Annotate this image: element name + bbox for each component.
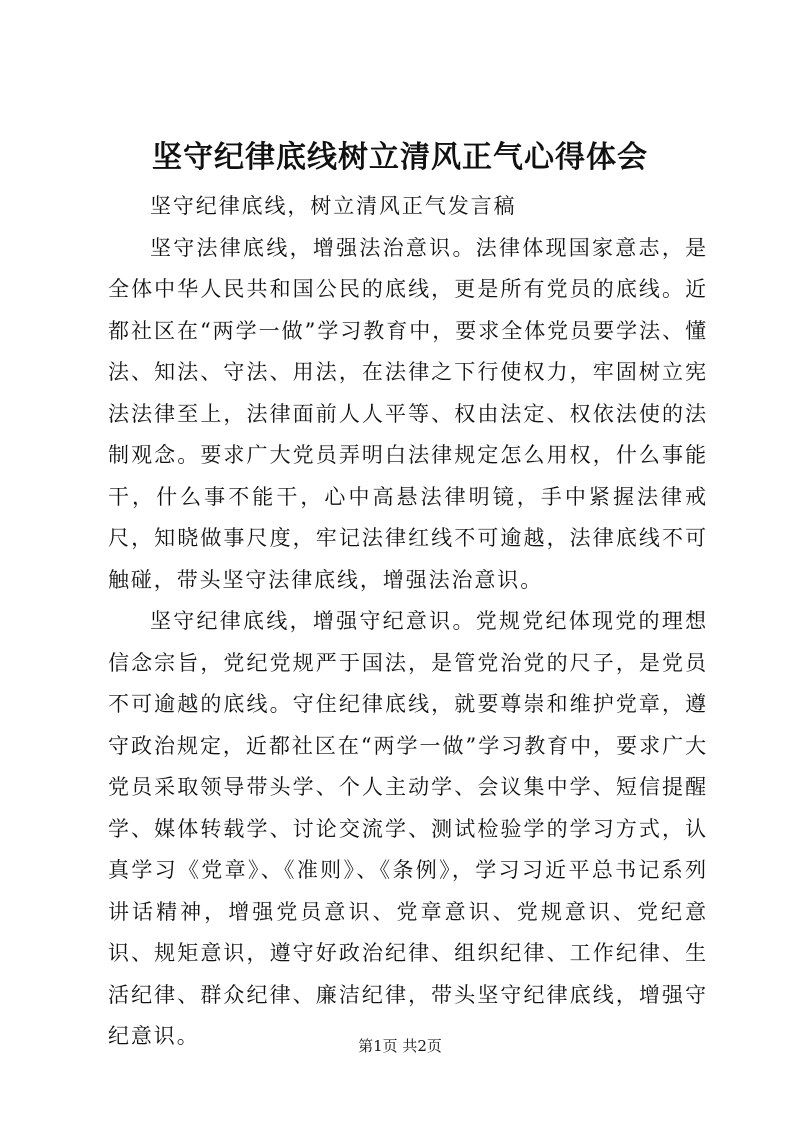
body-paragraph-discipline: 坚守纪律底线，增强守纪意识。党规党纪体现党的理想信念宗旨，党纪党规严于国法，是管党治党的尺子，是党员不可逾越的底线。守住纪律底线，就要尊崇和维护党章，遵守政治规定，近都社区在“两学一做”学习教育中，要求广大党员采取领导带头学、个人主动学、会议集中学、短信提醒学、媒体转载学、讨论交流学、测试检验学的学习方式，认真学习《党章》、《准则》、《条例》，学习习近平总书记系列讲话精神，增强党员意识、党章意识、党规意识、党纪意识、规矩意识，遵守好政治纪律、组织纪律、工作纪律、生活纪律、群众纪律、廉洁纪律，带头坚守纪律底线，增强守纪意识。 — [108, 609, 708, 1048]
document-title: 坚守纪律底线树立清风正气心得体会 — [152, 140, 648, 175]
subtitle-paragraph: 坚守纪律底线，树立清风正气发言稿 — [150, 194, 517, 218]
document-body — [108, 186, 708, 1058]
body-paragraph-law: 坚守法律底线，增强法治意识。法律体现国家意志，是全体中华人民共和国公民的底线，更是所有党员的底线。近都社区在“两学一做”学习教育中，要求全体党员要学法、懂法、知法、守法、用法，在法律之下行使权力，牢固树立宪法法律至上，法律面前人人平等、权由法定、权依法使的法制观念。要求广大党员弄明白法律规定怎么用权，什么事能干，什么事不能干，心中高悬法律明镜，手中紧握法律戒尺，知晓做事尺度，牢记法律红线不可逾越，法律底线不可触碰，带头坚守法律底线，增强法治意识。 — [108, 235, 708, 592]
page-footer: 第1页 共2页 — [358, 1037, 442, 1055]
